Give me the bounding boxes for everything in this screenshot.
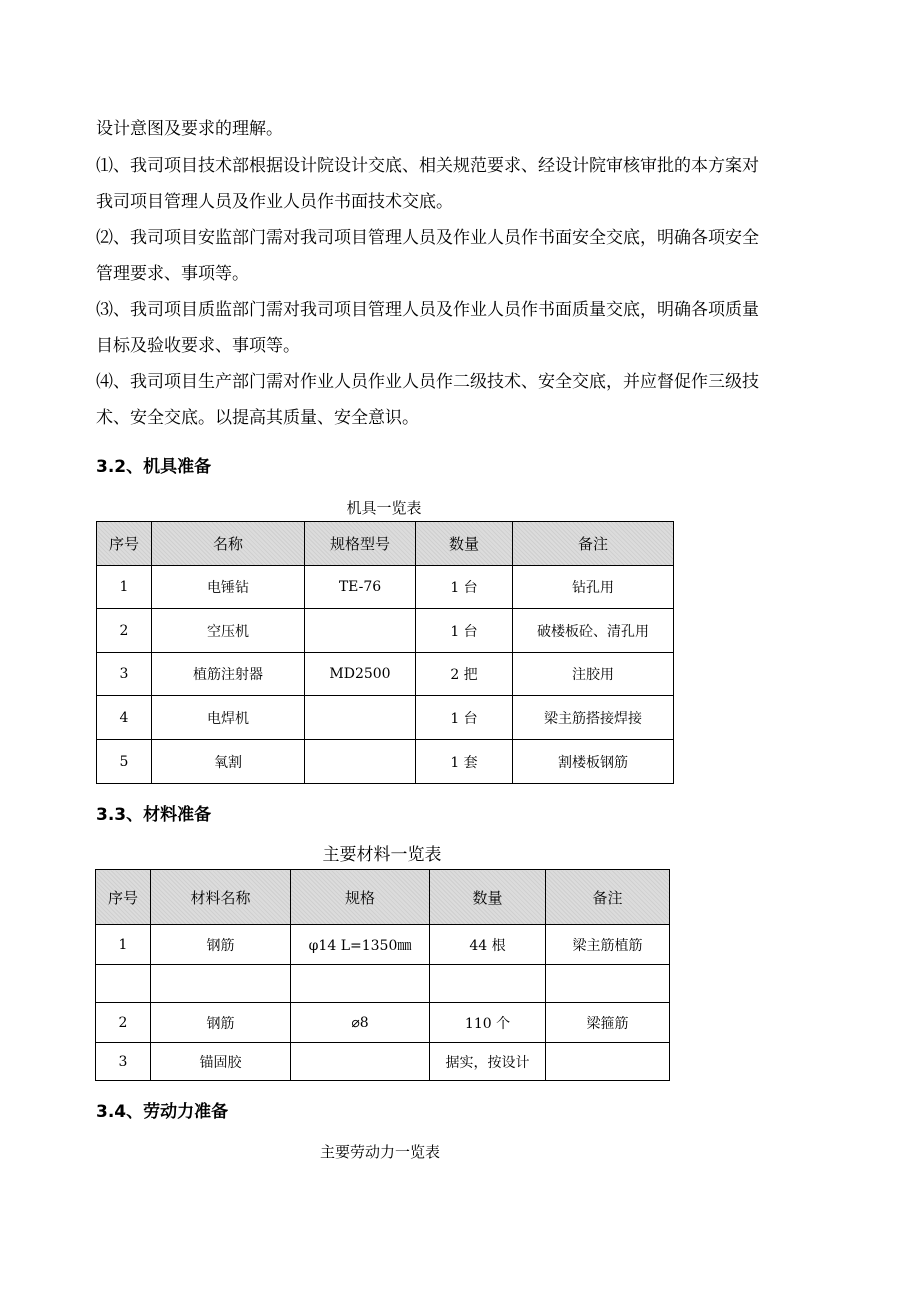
table-cell: φ14 L=1350㎜ bbox=[291, 925, 430, 965]
table-cell bbox=[291, 965, 430, 1003]
table-row bbox=[97, 696, 674, 740]
section-heading-labor: 3.4、劳动力准备 bbox=[96, 1102, 229, 1122]
materials-table-caption: 主要材料一览表 bbox=[322, 845, 442, 865]
paragraph-item-2-line-1: ⑵、我司项目安监部门需对我司项目管理人员及作业人员作书面安全交底，明确各项安全 bbox=[96, 228, 759, 248]
table-cell: 1 台 bbox=[416, 609, 513, 653]
table-cell: 1 bbox=[96, 925, 151, 965]
table-row bbox=[96, 1003, 670, 1043]
table-row bbox=[97, 609, 674, 653]
table-cell: 电焊机 bbox=[152, 696, 305, 740]
table-cell bbox=[305, 609, 416, 653]
table-cell bbox=[305, 740, 416, 784]
table-cell: 钻孔用 bbox=[513, 566, 674, 609]
table-cell: MD2500 bbox=[305, 653, 416, 696]
table-cell: 3 bbox=[96, 1043, 151, 1081]
table-cell: 注胶用 bbox=[513, 653, 674, 696]
table-cell: 梁主筋植筋 bbox=[546, 925, 670, 965]
table-cell bbox=[291, 1043, 430, 1081]
table-cell bbox=[430, 965, 546, 1003]
table-row bbox=[97, 740, 674, 784]
paragraph-item-3-line-2: 目标及验收要求、事项等。 bbox=[96, 336, 300, 356]
table-cell: 1 台 bbox=[416, 566, 513, 609]
materials-header-name: 材料名称 bbox=[151, 870, 291, 925]
table-cell: 5 bbox=[97, 740, 152, 784]
table-cell: 电锤钻 bbox=[152, 566, 305, 609]
paragraph-item-3-line-1: ⑶、我司项目质监部门需对我司项目管理人员及作业人员作书面质量交底，明确各项质量 bbox=[96, 300, 759, 320]
table-cell bbox=[546, 1043, 670, 1081]
table-cell: 44 根 bbox=[430, 925, 546, 965]
table-cell: 4 bbox=[97, 696, 152, 740]
paragraph-item-4-line-2: 术、安全交底。以提高其质量、安全意识。 bbox=[96, 408, 419, 428]
paragraph-intro-end: 设计意图及要求的理解。 bbox=[96, 119, 283, 139]
table-cell: 1 bbox=[97, 566, 152, 609]
tools-header-model: 规格型号 bbox=[305, 522, 416, 566]
table-cell: 植筋注射器 bbox=[152, 653, 305, 696]
tools-header-quantity: 数量 bbox=[416, 522, 513, 566]
table-cell: 锚固胶 bbox=[151, 1043, 291, 1081]
tools-table-caption: 机具一览表 bbox=[346, 499, 422, 517]
table-cell: 割楼板钢筋 bbox=[513, 740, 674, 784]
tools-header-name: 名称 bbox=[152, 522, 305, 566]
tools-header-index: 序号 bbox=[97, 522, 152, 566]
materials-header-spec: 规格 bbox=[291, 870, 430, 925]
materials-header-quantity: 数量 bbox=[430, 870, 546, 925]
paragraph-item-4-line-1: ⑷、我司项目生产部门需对作业人员作业人员作二级技术、安全交底，并应督促作三级技 bbox=[96, 372, 759, 392]
section-heading-materials: 3.3、材料准备 bbox=[96, 805, 212, 825]
table-row bbox=[97, 566, 674, 609]
table-cell: 氧割 bbox=[152, 740, 305, 784]
tools-table-header-row bbox=[97, 522, 674, 566]
table-cell: 110 个 bbox=[430, 1003, 546, 1043]
table-cell: 据实，按设计 bbox=[430, 1043, 546, 1081]
table-cell: 2 把 bbox=[416, 653, 513, 696]
table-cell bbox=[151, 965, 291, 1003]
tools-header-remark: 备注 bbox=[513, 522, 674, 566]
table-cell: 梁主筋搭接焊接 bbox=[513, 696, 674, 740]
table-cell: 空压机 bbox=[152, 609, 305, 653]
table-cell: 2 bbox=[96, 1003, 151, 1043]
tools-table bbox=[96, 521, 674, 784]
materials-table bbox=[95, 869, 670, 1081]
table-row bbox=[97, 653, 674, 696]
section-heading-tools: 3.2、机具准备 bbox=[96, 457, 212, 477]
table-cell: 梁箍筋 bbox=[546, 1003, 670, 1043]
table-cell: 破楼板砼、清孔用 bbox=[513, 609, 674, 653]
table-cell: 1 套 bbox=[416, 740, 513, 784]
table-cell bbox=[546, 965, 670, 1003]
table-cell: ⌀8 bbox=[291, 1003, 430, 1043]
labor-table-caption: 主要劳动力一览表 bbox=[319, 1143, 440, 1161]
paragraph-item-1-line-2: 我司项目管理人员及作业人员作书面技术交底。 bbox=[96, 192, 453, 212]
materials-table-header-row bbox=[96, 870, 670, 925]
table-cell: TE-76 bbox=[305, 566, 416, 609]
table-cell bbox=[96, 965, 151, 1003]
table-cell: 钢筋 bbox=[151, 1003, 291, 1043]
table-row bbox=[96, 965, 670, 1003]
table-row bbox=[96, 1043, 670, 1081]
paragraph-item-2-line-2: 管理要求、事项等。 bbox=[96, 264, 249, 284]
materials-header-remark: 备注 bbox=[546, 870, 670, 925]
table-cell: 1 台 bbox=[416, 696, 513, 740]
paragraph-item-1-line-1: ⑴、我司项目技术部根据设计院设计交底、相关规范要求、经设计院审核审批的本方案对 bbox=[96, 156, 759, 176]
table-cell: 钢筋 bbox=[151, 925, 291, 965]
table-cell bbox=[305, 696, 416, 740]
table-cell: 2 bbox=[97, 609, 152, 653]
table-row bbox=[96, 925, 670, 965]
materials-header-index: 序号 bbox=[96, 870, 151, 925]
table-cell: 3 bbox=[97, 653, 152, 696]
